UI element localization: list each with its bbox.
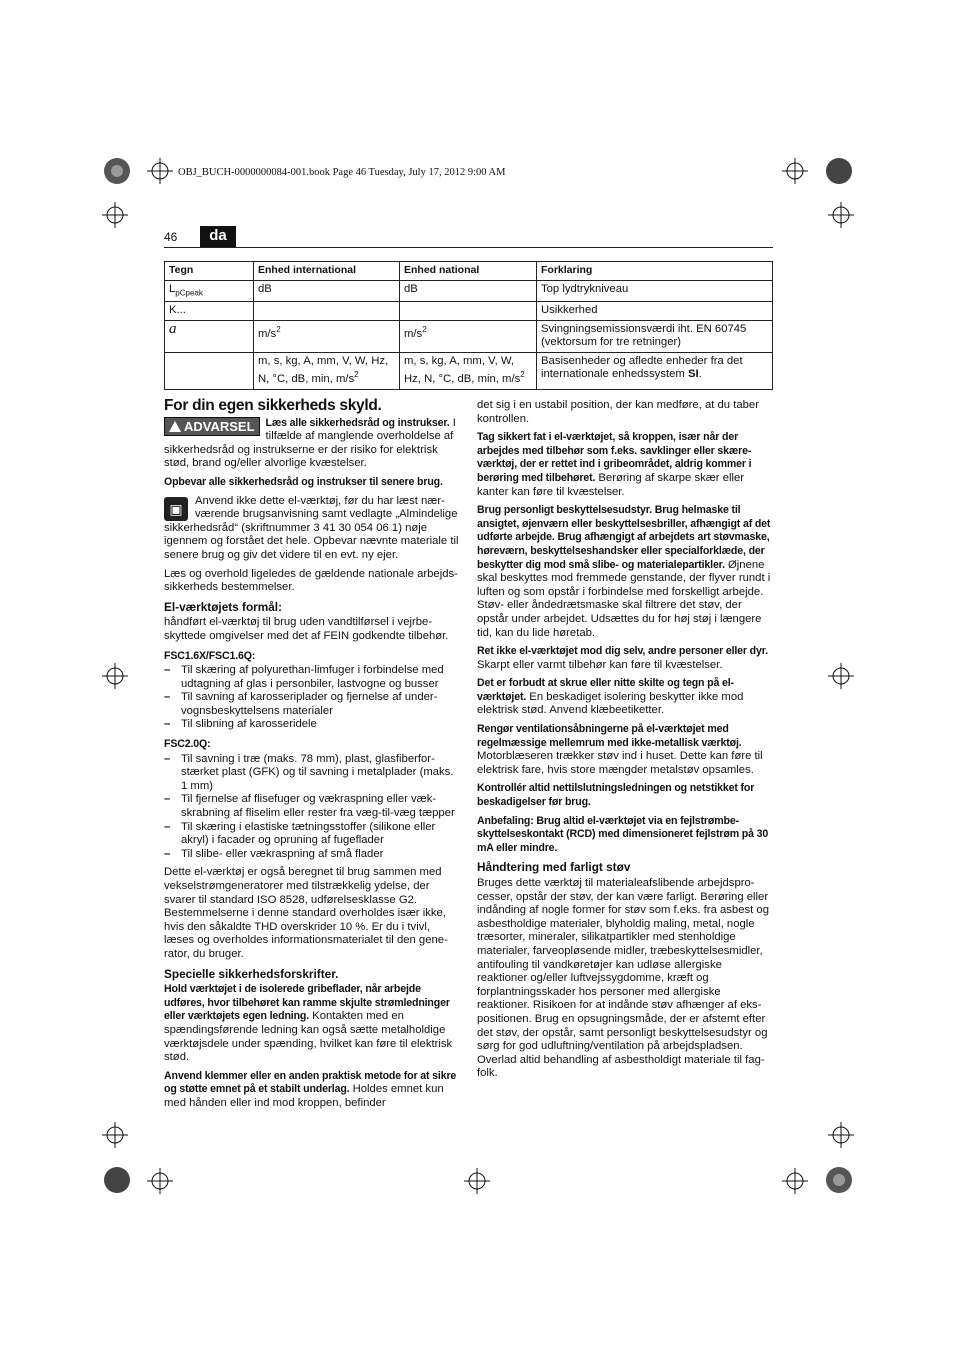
table-cell: a [165,320,254,352]
special-heading: Specielle sikkerhedsforskrifter. [164,966,339,981]
table-cell: dB [400,280,537,302]
model-heading: FSC2.0Q: [164,738,211,751]
crosshair-mark [147,158,173,184]
section-title: For din egen sikkerheds skyld. [164,397,382,414]
registration-mark-top-right [825,157,853,185]
registration-mark-bottom-right [825,1166,853,1194]
table-header: Tegn [165,262,254,281]
grip-paragraph: Tag sikkert fat i el-værktøjet, så kroppen, især når der arbejdes med tilbehør som f.eks. savklinger eller skæreværktøj, der er rettet ind i gribeområdet, aldrig kommer i berøring med tilbehøret. Berøring af skarpe skær eller kanter kan føre til kvæstelser. [477,431,752,498]
list-item: – Til fjernelse af flisefuger og vækraspning eller vækskrabning af fliselim eller rester fra væg-til-væg tæpper [164,793,461,820]
warning-paragraph: ADVARSEL Læs alle sikkerhedsråd og instrukser. I tilfælde af manglende overholdelse af sikkerhedsråd og instrukserne er der risiko for elektrisk stød, brand og/eller alvorlige kvæstelser. [164,416,456,470]
right-column [477,399,773,1086]
purpose-text: håndført el-værktøj til brug uden vandtilførsel i vejrbeskyttede omgivelser med det af FEIN godkendte tilbehør. [164,616,449,642]
table-cell: $L_{pCpeak}$ [165,280,254,302]
model2-list [164,753,461,862]
warning-badge: ADVARSEL [164,417,260,436]
table-cell [400,302,537,321]
page-number: 46 [164,230,178,244]
hold-paragraph: Hold værktøjet i de isolerede gribeflader, når arbejde udføres, hvor tilbehøret kan ramme skjulte strømledninger eller værktøjets egen ledning. Kontakten med en spændingsførende ledning kan også sætte metalholdige værktøjsdele under spænding, hvilket kan føre til elektrisk stød. [164,983,453,1064]
table-row [165,352,773,389]
registration-mark-top-left [103,157,131,185]
table-header: Enhed international [254,262,400,281]
table-cell: Svingningsemissionsværdi iht. EN 60745 (vektorsum for tre retninger) [537,320,773,352]
crosshair-mark [102,202,128,228]
table-cell: dB [254,280,400,302]
table-header: Forklaring [537,262,773,281]
table-cell: m, s, kg, A, mm, V, W, Hz, N, °C, dB, min, $m/s^2$ [400,352,537,389]
model-heading: FSC1.6X/FSC1.6Q: [164,649,256,662]
table-row [165,320,773,352]
crosshair-mark [102,663,128,689]
header-rule [164,247,773,248]
warning-triangle-icon [169,421,181,432]
rcd-paragraph: Anbefaling: Brug altid el-værktøjet via en fejlstrømbeskyttelseskontakt (RCD) med dimensioneret fejlstrøm på 30 mA eller mindre. [477,814,769,854]
table-cell [254,302,400,321]
file-info-header: OBJ_BUCH-0000000084-001.book Page 46 Tuesday, July 17, 2012 9:00 AM [178,167,506,178]
table-cell: Basisenheder og afledte enheder fra det internationale enhedssystem SI. [537,352,773,389]
list-item: – Til slibning af karosseridele [164,718,461,732]
table-cell: $m/s^2$ [400,320,537,352]
check-cable-paragraph: Kontrollér altid nettilslutningsledningen og netstikket for beskadigelser før brug. [477,782,755,809]
clean-paragraph: Rengør ventilationsåbningerne på el-værktøjet med regelmæssige mellemrum med ikke-metallisk værktøj. Motorblæseren trækker støv ind i huset. Dette kan føre til elektrisk fare, hvis store mængder metalstøv opsamles. [477,723,763,776]
clamp-paragraph: Anvend klemmer eller en anden praktisk metode for at sikre og støtte emnet på et stabilt underlag. Holdes emnet kun med hånden eller ind mod kroppen, befinder [164,1069,457,1109]
units-table [164,261,773,390]
table-header: Enhed national [400,262,537,281]
table-cell: Usikkerhed [537,302,773,321]
list-item: – Til savning af karosseriplader og fjernelse af undervognsbeskyttelsens materialer [164,691,461,718]
read-manual-icon: ▣ [164,497,188,521]
list-item: – Til skæring i elastiske tætningsstoffer (silikone eller akryl) i facader og opruning af fugeflader [164,821,461,848]
model1-list [164,664,461,732]
crosshair-mark [828,663,854,689]
screw-paragraph: Det er forbudt at skrue eller nitte skilte og tegn på el-værktøjet. En beskadiget isolering beskytter ikke mod elektrisk stød. Anvend klæbeetiketter. [477,677,744,717]
table-row [165,280,773,302]
aim-paragraph: Ret ikke el-værktøjet mod dig selv, andre personer eller dyr. Skarpt eller varmt tilbehør kan føre til kvæstelser. [477,645,768,671]
continuation-text: det sig i en ustabil position, der kan medføre, at du taber kontrollen. [477,399,759,425]
dust-text: Bruges dette værktøj til materialeafslibende arbejdsprocesser, opstår der støv, der kan være farligt. Berøring eller indånding af nogle former for støv som f.eks. fra asbest og asbestholdige materialer, blyholdig maling, metal, nogle træsorter, mineraler, silikatpartikler med stenholdige materialer, farveopløsende midler, træbeskyttelsesmidler, antifouling til vandkøretøjer kan udløse allergiske reaktioner og/eller luftvejssygdomme, kræft og forplantningsskader hos personer med allergiske reaktioner. Risikoen for at indånde støv afhænger af ekspositionen. Brug en opsugningsmåde, der er afstemt efter det støv, der opstår, samt personligt beskyttelsesudstyr og sørg for god udluftning/ventilation på arbejdspladsen. Overlad altid behandling af asbestholdigt materiale til fagfolk. [477,877,769,1080]
crosshair-mark [464,1168,490,1194]
list-item: – Til skæring af polyurethan-limfuger i forbindelse med udtagning af glas i personbiler, lastvogne og busser [164,664,461,691]
list-item: – Til savning i træ (maks. 78 mm), plast, glasfiberforstærket plast (GFK) og til savning i metalplader (maks. 1 mm) [164,753,461,794]
left-column [164,399,461,1116]
table-cell: m, s, kg, A, mm, V, W, Hz, N, °C, dB, min, $m/s^2$ [254,352,400,389]
table-cell: $m/s^2$ [254,320,400,352]
keep-instructions: Opbevar alle sikkerhedsråd og instrukser til senere brug. [164,475,443,488]
crosshair-mark [782,158,808,184]
crosshair-mark [102,1122,128,1148]
purpose-heading: El-værktøjets formål: [164,599,282,614]
crosshair-mark [147,1168,173,1194]
table-header-row [165,262,773,281]
generator-text: Dette el-værktøj er også beregnet til brug sammen med vekselstrømgeneratorer med tilstrækkelig ydelse, der svarer til standard ISO 8528, udførelsesklasse G2. Bestemmelserne i denne standard overholdes især ikke, hvis den såkaldte THD overskrider 10 %. Er du i tvivl, læses og overholdes informationsmaterialet til den generator, du bruger. [164,866,448,960]
list-item: – Til slibe- eller vækraspning af små flader [164,848,461,862]
table-cell: Top lydtrykniveau [537,280,773,302]
crosshair-mark [782,1168,808,1194]
table-row [165,302,773,321]
dust-heading: Håndtering med farligt støv [477,860,631,875]
table-cell: K... [165,302,254,321]
registration-mark-bottom-left [103,1166,131,1194]
read-manual-paragraph: ▣ Anvend ikke dette el-værktøj, før du har læst nærværende brugsanvisning samt vedlagte „Almindelige sikkerhedsråd“ (skriftnummer 3 41 30 054 06 1) nøje igennem og forstået det hele. Opbevar nævnte materiale til senere brug og giv det videre til en evt. ny ejer. [164,494,459,561]
language-badge: da [200,226,236,247]
crosshair-mark [828,1122,854,1148]
crosshair-mark [828,202,854,228]
ppe-paragraph: Brug personligt beskyttelsesudstyr. Brug helmaske til ansigtet, øjenværn eller beskyttelsesbriller, afhængigt af det udførte arbejde. Brug afhængigt af arbejdets art støvmaske, høreværn, beskyttelseshandsker eller specialforklæde, der beskytter dig mod små slibe- og materialepartikler. Øjnene skal beskyttes mod fremmede genstande, der flyver rundt i luften og som opstår i forbindelse med forskelligt arbejde. Støv- eller åndedrætsmaske skal filtrere det støv, der opstår under arbejdet. Udsættes du for høj støj i længere tid, kan du lide høretab. [477,504,771,639]
national-rules: Læs og overhold ligeledes de gældende nationale arbejdssikkerheds bestemmelser. [164,567,458,594]
table-cell [165,352,254,389]
